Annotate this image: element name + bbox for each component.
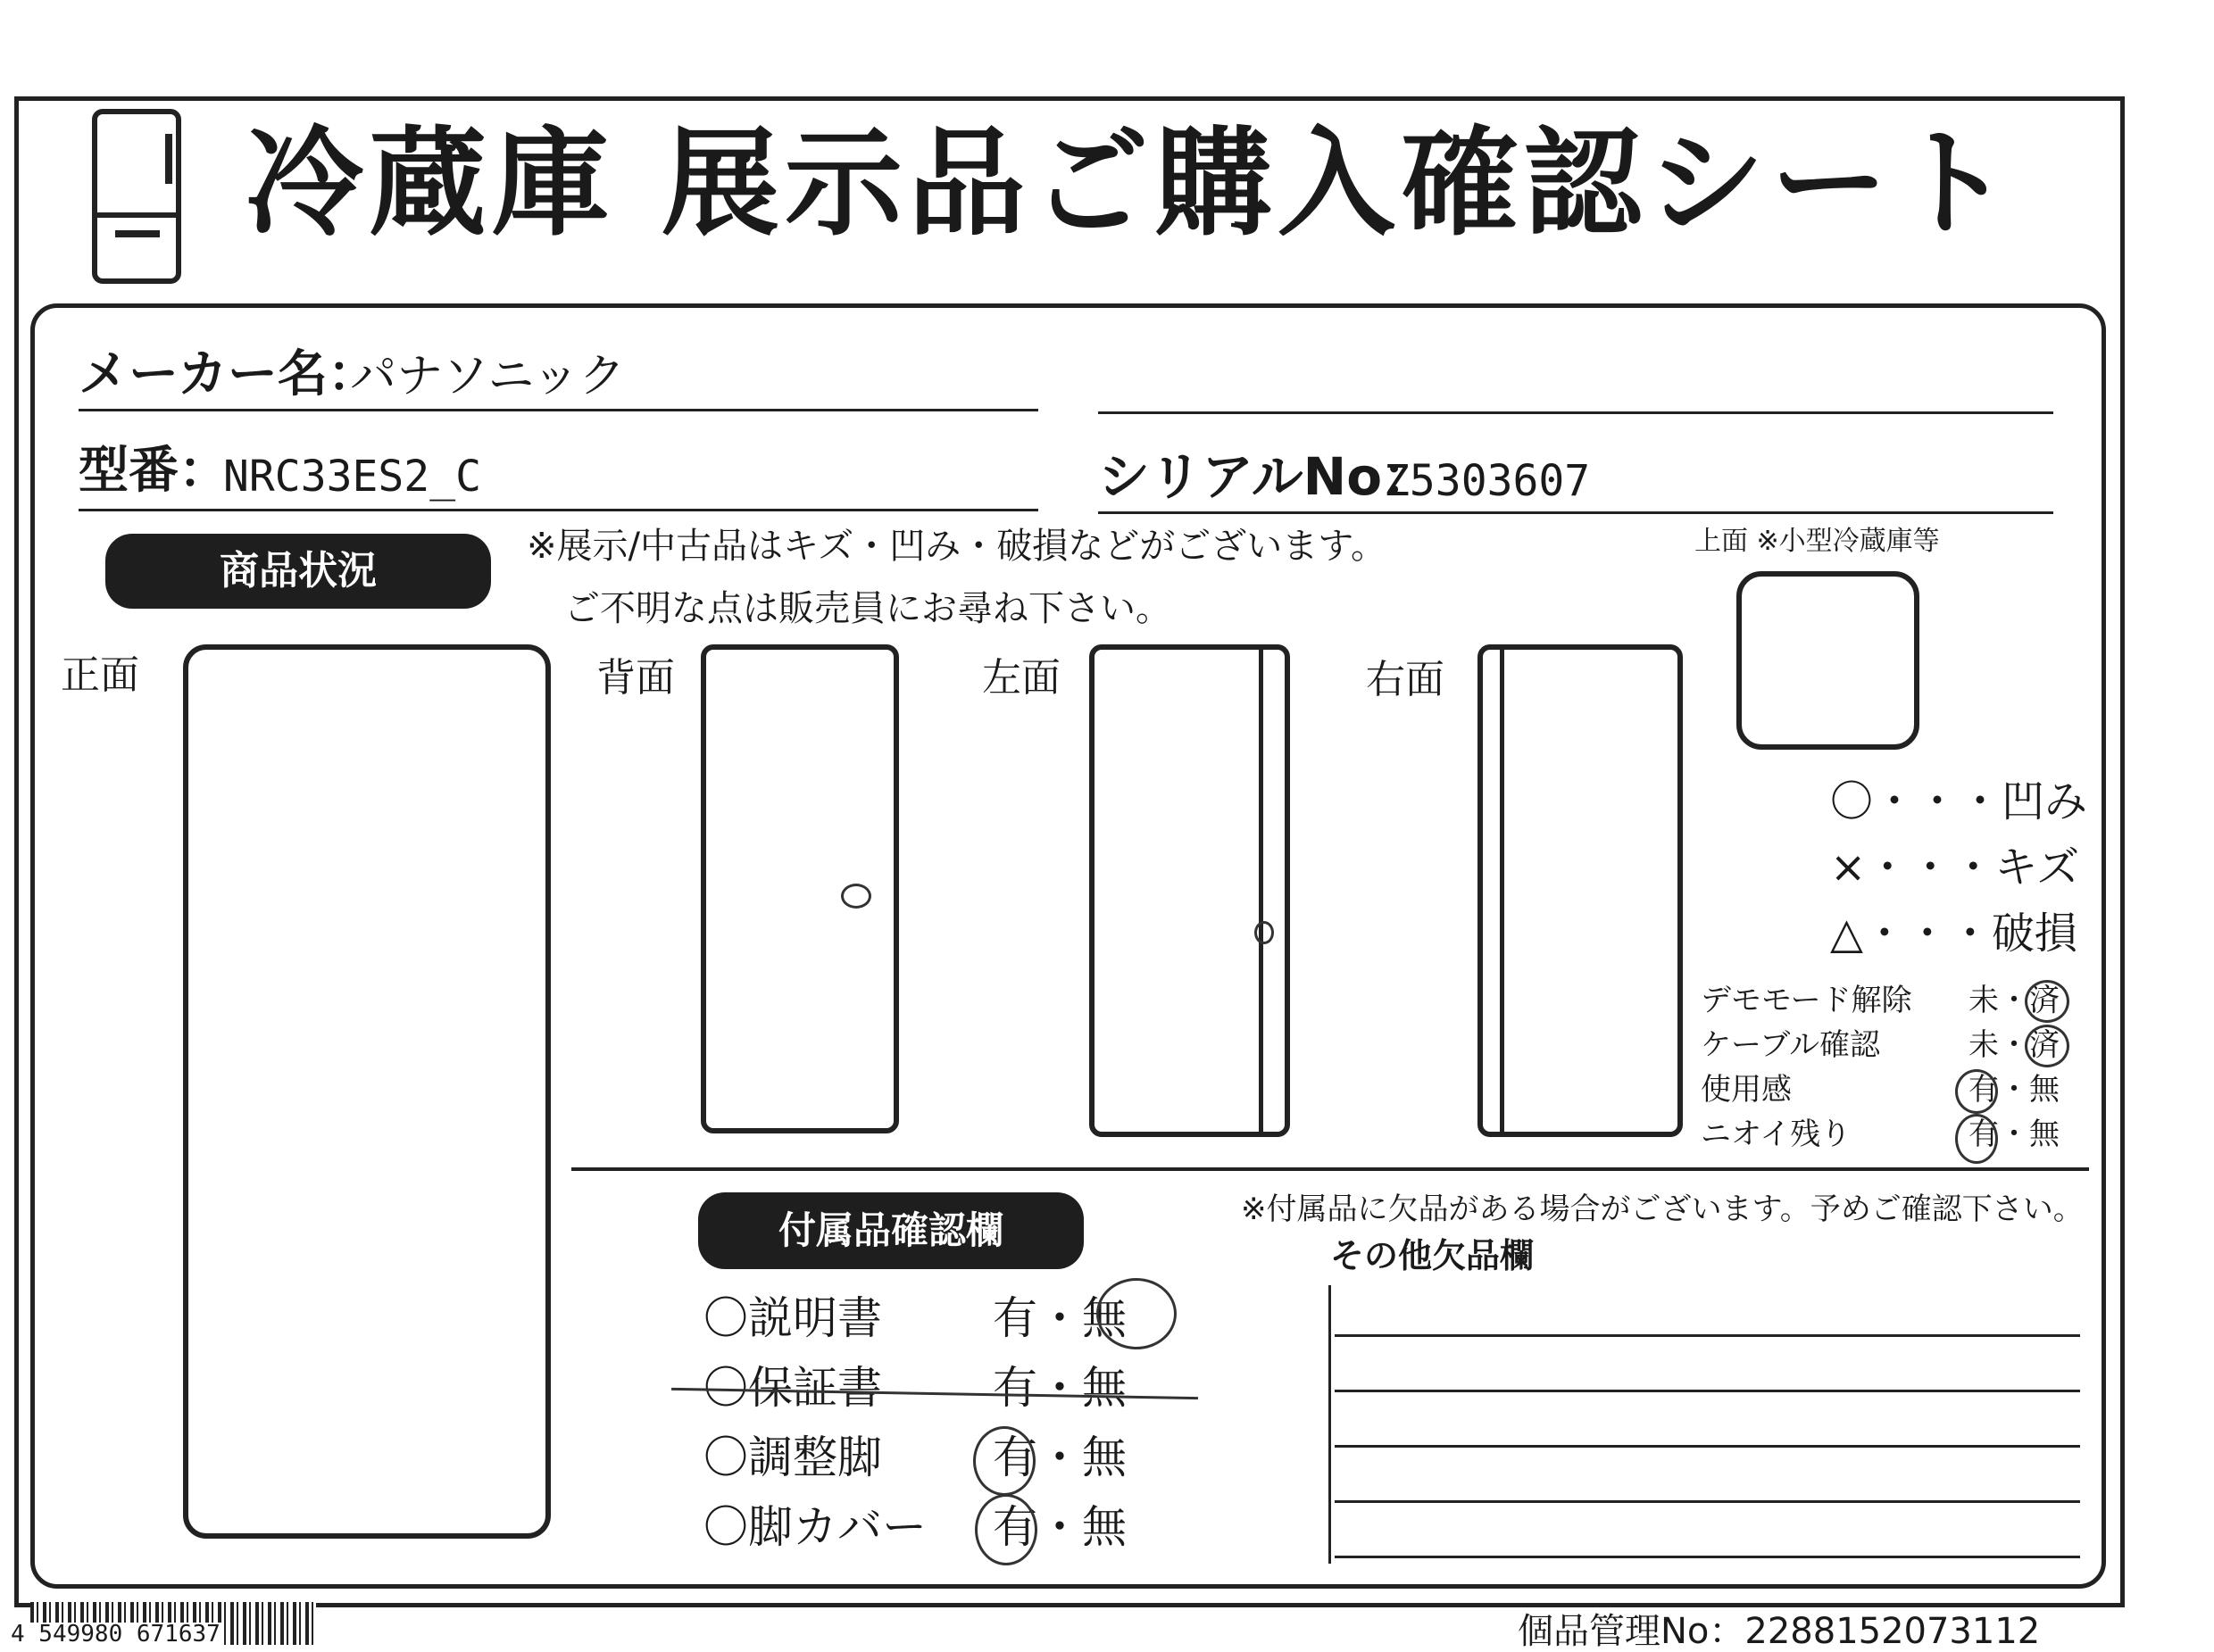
check-cable-options[interactable]: 未・済 <box>1968 1027 2060 1063</box>
accessory-heading: 付属品確認欄 <box>698 1192 1084 1269</box>
check-odor-label: ニオイ残り <box>1701 1117 1852 1152</box>
barcode-number: 4 549980 671637 <box>7 1623 224 1646</box>
top-label: 上面 ※小型冷蔵庫等 <box>1694 526 1940 557</box>
serial-value[interactable]: Z5303607 <box>1384 456 1591 506</box>
management-number: 個品管理No：2288152073112 <box>1518 1611 2041 1652</box>
check-demo-label: デモモード解除 <box>1701 983 1912 1018</box>
page-title: 冷蔵庫 展示品ご購入確認シート <box>246 115 2017 253</box>
missing-line-1[interactable] <box>1335 1334 2080 1337</box>
model-label: 型番： <box>79 442 229 500</box>
check-usage-options[interactable]: 有・無 <box>1968 1072 2060 1108</box>
circle-mark-cover <box>975 1494 1037 1565</box>
fridge-icon <box>92 109 181 284</box>
circle-mark-usage <box>1955 1069 1998 1114</box>
accessory-note: ※付属品に欠品がある場合がございます。予めご確認下さい。 <box>1241 1191 2084 1227</box>
maker-underline <box>79 409 1038 411</box>
legend-scratch: ×・・・キズ <box>1830 843 2080 892</box>
accessory-warranty-label: 〇保証書 <box>703 1362 882 1414</box>
front-label: 正面 <box>61 652 139 698</box>
missing-line-3[interactable] <box>1335 1445 2080 1448</box>
circle-mark-odor <box>1955 1114 1998 1164</box>
dent-mark-back <box>841 884 871 909</box>
accessory-cover-options[interactable]: 有・無 <box>993 1501 1127 1553</box>
maker-value[interactable]: パナソニック <box>350 350 626 403</box>
left-label: 左面 <box>982 655 1061 701</box>
dent-mark-left <box>1254 921 1274 944</box>
right-label: 右面 <box>1366 657 1444 702</box>
top-diagram[interactable] <box>1736 571 1919 750</box>
circle-mark-feet <box>973 1426 1036 1496</box>
circle-mark-demo <box>2025 980 2069 1023</box>
serial-underline <box>1098 511 2053 514</box>
accessory-feet-options[interactable]: 有・無 <box>993 1432 1127 1483</box>
condition-heading: 商品状況 <box>105 534 491 609</box>
model-value[interactable]: NRC33ES2_C <box>223 452 481 502</box>
check-cable-label: ケーブル確認 <box>1701 1027 1880 1063</box>
check-odor-options[interactable]: 有・無 <box>1968 1117 2060 1152</box>
legend-damage: △・・・破損 <box>1830 909 2077 959</box>
accessory-feet-label: 〇調整脚 <box>703 1432 882 1483</box>
bracket-left <box>1328 1285 1331 1564</box>
right-diagram[interactable] <box>1477 644 1683 1137</box>
missing-line-2[interactable] <box>1335 1390 2080 1392</box>
serial-label: シリアルNo： <box>1098 446 1435 507</box>
front-diagram[interactable] <box>183 644 551 1539</box>
blank-underline <box>1098 411 2053 414</box>
maker-label: メーカー名： <box>79 345 378 403</box>
accessory-manual-options[interactable]: 有・無 <box>993 1292 1127 1344</box>
circle-mark-manual <box>1096 1278 1177 1349</box>
condition-note-1: ※展示/中古品はキズ・凹み・破損などがございます。 <box>527 526 1386 567</box>
accessory-cover-label: 〇脚カバー <box>703 1501 927 1553</box>
left-door-edge <box>1259 650 1263 1132</box>
right-door-edge <box>1500 650 1504 1132</box>
other-missing-heading: その他欠品欄 <box>1330 1236 1535 1275</box>
accessory-manual-label: 〇説明書 <box>703 1292 882 1344</box>
check-usage-label: 使用感 <box>1701 1072 1792 1108</box>
legend-dent: 〇・・・凹み <box>1830 776 2088 826</box>
circle-mark-cable <box>2025 1025 2069 1067</box>
check-demo-options[interactable]: 未・済 <box>1968 983 2060 1018</box>
missing-line-4[interactable] <box>1335 1500 2080 1503</box>
accessory-warranty-options[interactable]: 有・無 <box>993 1362 1127 1414</box>
model-underline <box>79 509 1038 511</box>
missing-line-5[interactable] <box>1335 1556 2080 1558</box>
condition-note-2: ご不明な点は販売員にお尋ね下さい。 <box>564 588 1171 629</box>
section-divider <box>571 1167 2089 1171</box>
back-label: 背面 <box>596 655 675 701</box>
